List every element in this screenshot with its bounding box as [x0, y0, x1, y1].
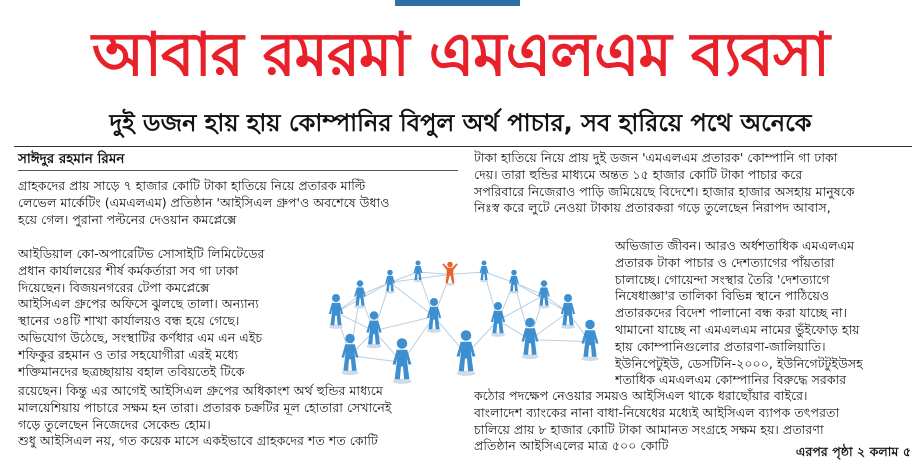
person-icon: [538, 280, 550, 308]
person-icon: [329, 294, 343, 329]
person-icon: [341, 334, 358, 375]
byline-divider: [18, 170, 458, 171]
continuation-note: এরপর পৃষ্ঠা ২ কলাম ৫: [790, 444, 911, 460]
left-column-paragraph-1: গ্রাহকদের প্রায় সাড়ে ৭ হাজার কোটি টাকা হাতিয়ে নিয়ে প্রতারক মাল্টি লেভেল মার্কেটিং (এমএলএম) প্রতিষ্ঠান 'আইসিএল গ্রুপ'ও অবশেষে উধাও হয়ে গেল। পুরানা পল্টনের দেওয়ান কমপ্লেক্সে: [18, 178, 390, 227]
network-link: [484, 272, 514, 282]
right-column-paragraph-1: টাকা হাতিয়ে নিয়ে প্রায় দুই ডজন 'এমএলএম প্রতারক' কোম্পানি গা ঢাকা দেয়। তারা হুন্ডির মাধ্যমে অন্তত ১৫ হাজার কোটি টাকা পাচার করে সপরিবারে নিজেরাও পাড়ি জমিয়েছে বিদেশে। হাজার হাজার অসহায় মানুষকে নিঃস্ব করে লুটে নেওয়া টাকায় প্রতারকরা গড়ে তুলেছেন নিরাপদ আবাস,: [474, 150, 855, 216]
person-icon: [457, 330, 476, 376]
network-link: [450, 272, 484, 274]
person-icon: [561, 294, 575, 329]
network-link: [418, 272, 450, 274]
person-icon: [354, 280, 366, 308]
right-column-paragraph-3: কঠোর পদক্ষেপ নেওয়ার সময়ও আইসিএল থাকে ধরাছোঁয়ার বাইরে। বাংলাদেশ ব্যাংকের নানা বাধা-নিষেধের মধ্যেই আইসিএল ব্যাপক তৎপরতা চালিয়ে প্রায় ৮ হাজার কোটি টাকা আমানত সংগ্রহে সক্ষম হয়। প্রতারণা প্রতিষ্ঠান আইসিএলের মাত্র ৫০০ কোটি: [474, 388, 840, 454]
network-figures: [329, 261, 599, 384]
byline: সাঈদুর রহমান রিমন: [18, 151, 125, 167]
person-icon: [480, 261, 489, 283]
subheadline: দুই ডজন হায় হায় কোম্পানির বিপুল অর্থ পাচার, সব হারিয়ে পথে অনেকে: [109, 109, 812, 137]
person-icon: [521, 318, 538, 359]
right-column-paragraph-2: অভিজাত জীবন। আরও অর্ধশতাধিক এমএলএম প্রতারক টাকা পাচার ও দেশত্যাগের পাঁয়তারা চালাচ্ছে। গোয়েন্দা সংস্থার তৈরি 'দেশত্যাগে নিষেধাজ্ঞা'র তালিকা বিভিন্ন স্থানে পাঠিয়েও প্রতারকদের বিদেশ পালানো বন্ধ করা যাচ্ছে না। থামানো যাচ্ছে না এমএলএম নামের ভুঁইফোড় হায় হায় কোম্পানিগুলোর প্রতারণা-জালিয়াতি। ইউনিপেটুইউ, ডেসটিনি-২০০০, ইউনিগেটটুইউসহ শতাধিক এমএলএম কোম্পানির বিরুদ্ধে সরকার: [615, 238, 863, 388]
masthead-accent-bar: [395, 0, 520, 6]
person-icon: [393, 338, 412, 384]
left-column-paragraph-2: আইডিয়াল কো-অপারেটিভ সোসাইটি লিমিটেডের প্রধান কার্যালয়ের শীর্ষ কর্মকর্তারা সব গা ঢাকা দিয়েছেন। বিজয়নগরের টেপা কমপ্লেক্সে আইসিএল গ্রুপের অফিসে ঝুলছে তালা। অন্যান্য স্থানের ৩৪টি শাখা কার্যালয়ও বন্ধ হয়ে গেছে। অভিযোগ উঠেছে, সংস্থাটির কর্ণধার এম এন এইচ শফিকুর রহমান ও তার সহযোগীরা এরই মধ্যে শক্তিমানদের ছত্রচ্ছায়ায় বহাল তবিয়তেই টিকে: [18, 246, 265, 379]
network-people-icon: [316, 234, 618, 386]
left-column-paragraph-3: রয়েছেন। কিন্তু এর আগেই আইসিএল গ্রুপের অধিকাংশ অর্থ হুন্ডির মাধ্যমে মালয়েশিয়ায় পাচারে সক্ষম হন তারা। প্রতারক চক্রটির মূল হোতারা সেখানেই গড়ে তুলেছেন নিজেদের সেকেন্ড হোম। শুধু আইসিএল নয়, গত কয়েক মাসে একইভাবে গ্রাহকদের শত শত কোটি: [18, 383, 392, 449]
person-icon: [509, 270, 519, 294]
headline-divider: [14, 146, 912, 147]
network-link: [530, 340, 590, 342]
person-icon: [581, 320, 598, 361]
headline: আবার রমরমা এমএলএম ব্যবসা: [92, 20, 829, 90]
person-icon: [385, 270, 395, 294]
